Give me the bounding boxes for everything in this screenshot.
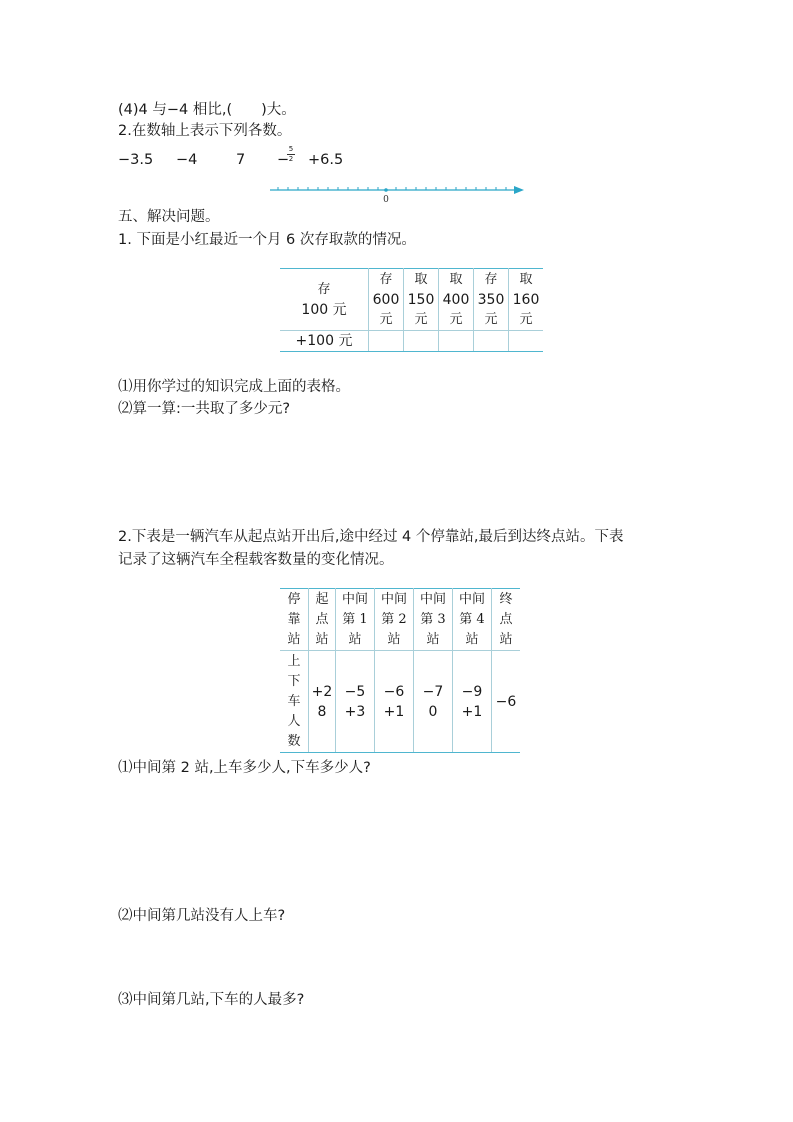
problem-1: 1. 下面是小红最近一个月 6 次存取款的情况。 (118, 232, 416, 248)
table-header-cell: 终 点 站 (492, 589, 521, 651)
table-cell-blank[interactable] (509, 331, 544, 352)
table-cell: −6 +1 (375, 651, 414, 753)
problem-1-sub-2: ⑵算一算:一共取了多少元? (118, 401, 291, 417)
table-header-cell: 中间 第 2 站 (375, 589, 414, 651)
table-cell: −6 (492, 651, 521, 753)
table-row-label: 上 下 车 人 数 (280, 651, 309, 753)
number-line (268, 180, 526, 206)
table-header-cell: 起 点 站 (309, 589, 336, 651)
table-header-cell: 取 400 元 (439, 269, 474, 331)
table-cell-blank[interactable] (474, 331, 509, 352)
fraction-denominator: 2 (288, 155, 294, 163)
table-header-cell: 中间 第 4 站 (453, 589, 492, 651)
question-2-title: 2.在数轴上表示下列各数。 (118, 123, 292, 139)
axis-zero-label: 0 (383, 195, 389, 205)
table-header-cell: 存 350 元 (474, 269, 509, 331)
table-header-cell: 存 100 元 (280, 269, 369, 331)
number-list (118, 152, 378, 176)
table-cell-blank[interactable] (369, 331, 404, 352)
table-cell-blank[interactable] (404, 331, 439, 352)
problem-2-sub-3: ⑶中间第几站,下车的人最多? (118, 992, 305, 1008)
number-item: +6.5 (308, 152, 344, 168)
table-cell: +100 元 (280, 331, 369, 352)
table-header-cell: 停 靠 站 (280, 589, 309, 651)
number-item: −4 (176, 152, 198, 168)
number-item: 7 (236, 152, 246, 168)
passenger-table (280, 588, 520, 753)
table-cell: +2 8 (309, 651, 336, 753)
number-item: − (277, 152, 290, 168)
table-header-cell: 中间 第 1 站 (336, 589, 375, 651)
table-cell-blank[interactable] (439, 331, 474, 352)
problem-1-sub-1: ⑴用你学过的知识完成上面的表格。 (118, 379, 350, 395)
table-cell: −7 0 (414, 651, 453, 753)
question-4: (4)4 与−4 相比,( )大。 (118, 102, 296, 118)
table-header-cell: 中间 第 3 站 (414, 589, 453, 651)
fraction (286, 145, 296, 164)
table-cell: −5 +3 (336, 651, 375, 753)
number-item: −3.5 (118, 152, 154, 168)
problem-2-line-1: 2.下表是一辆汽车从起点站开出后,途中经过 4 个停靠站,最后到达终点站。下表 (118, 529, 624, 545)
problem-2-line-2: 记录了这辆汽车全程载客数量的变化情况。 (118, 552, 394, 568)
problem-2-sub-1: ⑴中间第 2 站,上车多少人,下车多少人? (118, 760, 371, 776)
table-cell: −9 +1 (453, 651, 492, 753)
problem-2-sub-2: ⑵中间第几站没有人上车? (118, 908, 286, 924)
table-header-cell: 取 150 元 (404, 269, 439, 331)
table-header-cell: 取 160 元 (509, 269, 544, 331)
table-header-cell: 存 600 元 (369, 269, 404, 331)
fraction-numerator: 5 (288, 145, 294, 153)
deposit-table (280, 268, 543, 352)
section-5-title: 五、解决问题。 (118, 209, 220, 225)
